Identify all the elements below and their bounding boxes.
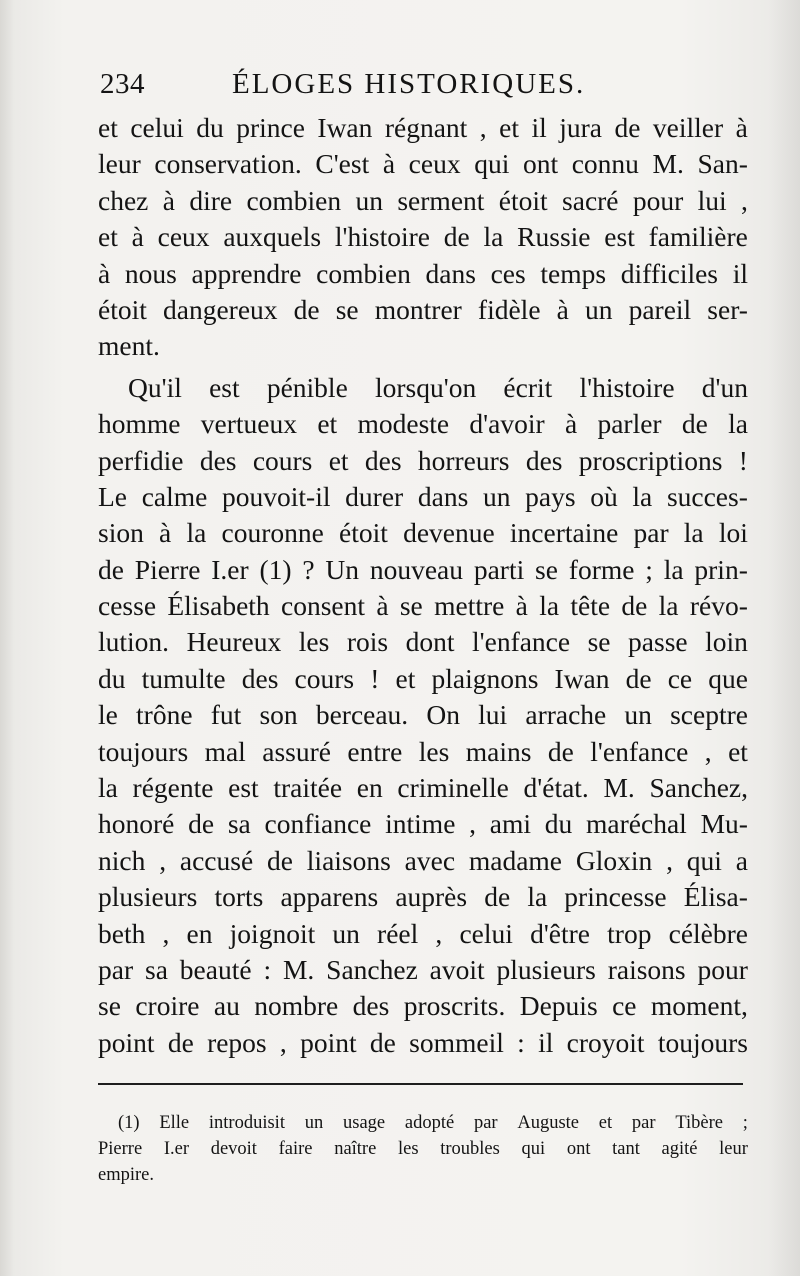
text-line: et celui du prince Iwan régnant , et il jura de veiller à (98, 112, 748, 143)
text-line: et à ceux auxquels l'histoire de la Russie est familière (98, 221, 748, 253)
text-line: lution. Heureux les rois dont l'enfance se passe loin (98, 626, 748, 658)
footnote-line: empire. (98, 1165, 154, 1185)
text-line: Le calme pouvoit-il durer dans un pays où la succes- (98, 480, 748, 512)
text-line: ment. (98, 330, 160, 362)
text-line: se croire au nombre des proscrits. Depuis ce moment, (98, 990, 748, 1022)
text-line: point de repos , point de sommeil : il croyoit toujours (98, 1026, 748, 1058)
text-line: plusieurs torts apparens auprès de la princesse Élisa- (98, 881, 748, 913)
text-line: toujours mal assuré entre les mains de l'enfance , et (98, 735, 748, 767)
text-line: cesse Élisabeth consent à se mettre à la tête de la révo- (98, 590, 748, 622)
page-header (100, 68, 740, 108)
text-line: par sa beauté : M. Sanchez avoit plusieurs raisons pour (98, 953, 748, 985)
text-line: sion à la couronne étoit devenue incertaine par la loi (98, 517, 748, 549)
text-line: perfidie des cours et des horreurs des proscriptions ! (98, 444, 748, 476)
text-line: nich , accusé de liaisons avec madame Gloxin , qui a (98, 844, 748, 876)
text-line: à nous apprendre combien dans ces temps difficiles il (98, 257, 748, 289)
running-title: ÉLOGES HISTORIQUES. (232, 68, 586, 100)
text-line: le trône fut son berceau. On lui arrache un sceptre (98, 699, 748, 731)
text-line: homme vertueux et modeste d'avoir à parler de la (98, 408, 748, 440)
footnote-line: (1) Elle introduisit un usage adopté par Auguste et par Tibère ; (118, 1113, 748, 1133)
text-line: chez à dire combien un serment étoit sacré pour lui , (98, 184, 748, 216)
page-spine-shadow (0, 0, 14, 1276)
text-line: étoit dangereux de se montrer fidèle à un pareil ser- (98, 293, 748, 325)
footnotes (98, 1110, 748, 1188)
text-line: leur conservation. C'est à ceux qui ont connu M. San- (98, 148, 748, 180)
footnote-line: Pierre I.er devoit faire naître les troubles qui ont tant agité leur (98, 1139, 748, 1159)
text-line: de Pierre I.er (1) ? Un nouveau parti se forme ; la prin- (98, 553, 748, 585)
footnote-separator-rule (98, 1083, 743, 1085)
text-line: beth , en joignoit un réel , celui d'être trop célèbre (98, 917, 748, 949)
text-line: honoré de sa confiance intime , ami du maréchal Mu- (98, 808, 748, 840)
page-number: 234 (100, 68, 145, 100)
text-line: Qu'il est pénible lorsqu'on écrit l'histoire d'un (128, 371, 748, 403)
body-text (98, 110, 748, 1061)
text-line: la régente est traitée en criminelle d'état. M. Sanchez, (98, 772, 748, 804)
text-line: du tumulte des cours ! et plaignons Iwan de ce que (98, 662, 748, 694)
